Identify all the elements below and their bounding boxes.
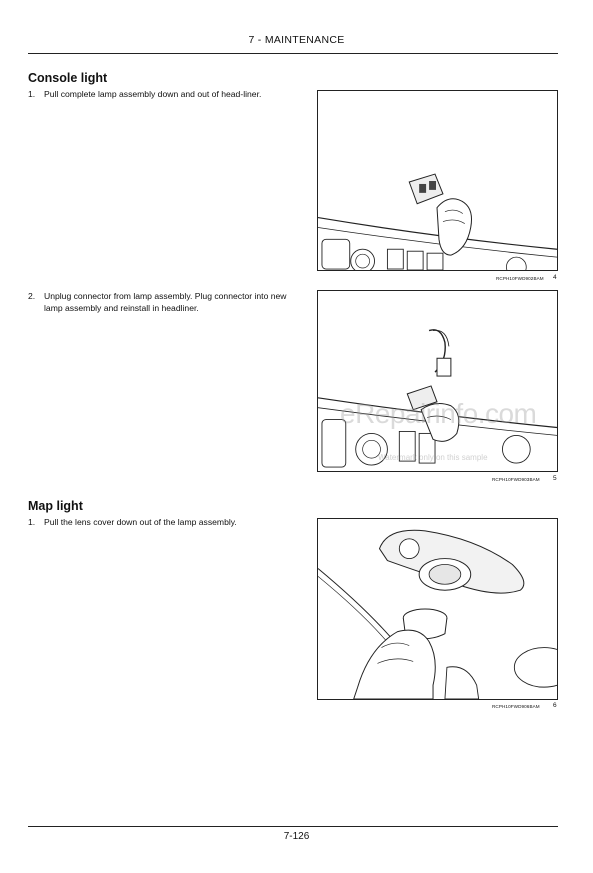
step-number: 1. <box>28 89 36 99</box>
watermark-subtext: Watermark only on this sample <box>378 453 488 462</box>
section-title-console-light: Console light <box>28 71 108 85</box>
figure-code: RCPH10FWD906BAM <box>492 704 540 709</box>
step-text: Pull the lens cover down out of the lamp assembly. <box>44 517 237 527</box>
footer-rule <box>28 826 558 827</box>
figure-number: 5 <box>553 475 557 482</box>
figure-6-image <box>317 518 558 700</box>
step-text: Pull complete lamp assembly down and out of head-liner. <box>44 89 262 99</box>
figure-code: RCPH10FWD902BAM <box>496 276 544 281</box>
page-number: 7-126 <box>283 831 310 842</box>
figure-number: 6 <box>553 702 557 709</box>
lamp-assembly-removal-illustration <box>318 91 557 270</box>
step-console-1 <box>28 89 296 101</box>
step-map-1 <box>28 517 296 529</box>
step-number: 1. <box>28 517 36 527</box>
connector-unplug-illustration <box>318 291 557 471</box>
figure-number: 4 <box>553 274 557 281</box>
watermark-text: eRepairinfo.com <box>340 398 537 429</box>
section-title-map-light: Map light <box>28 499 83 513</box>
figure-4-image <box>317 90 558 271</box>
chapter-header: 7 - MAINTENANCE <box>248 34 345 46</box>
step-number: 2. <box>28 291 36 301</box>
figure-5-image <box>317 290 558 472</box>
figure-code: RCPH10FWD903BAM <box>492 477 540 482</box>
step-text: Unplug connector from lamp assembly. Plug connector into new lamp assembly and reinstall in headliner. <box>44 291 287 313</box>
step-console-2 <box>28 291 296 314</box>
lens-cover-removal-illustration <box>318 519 557 699</box>
header-rule <box>28 53 558 54</box>
